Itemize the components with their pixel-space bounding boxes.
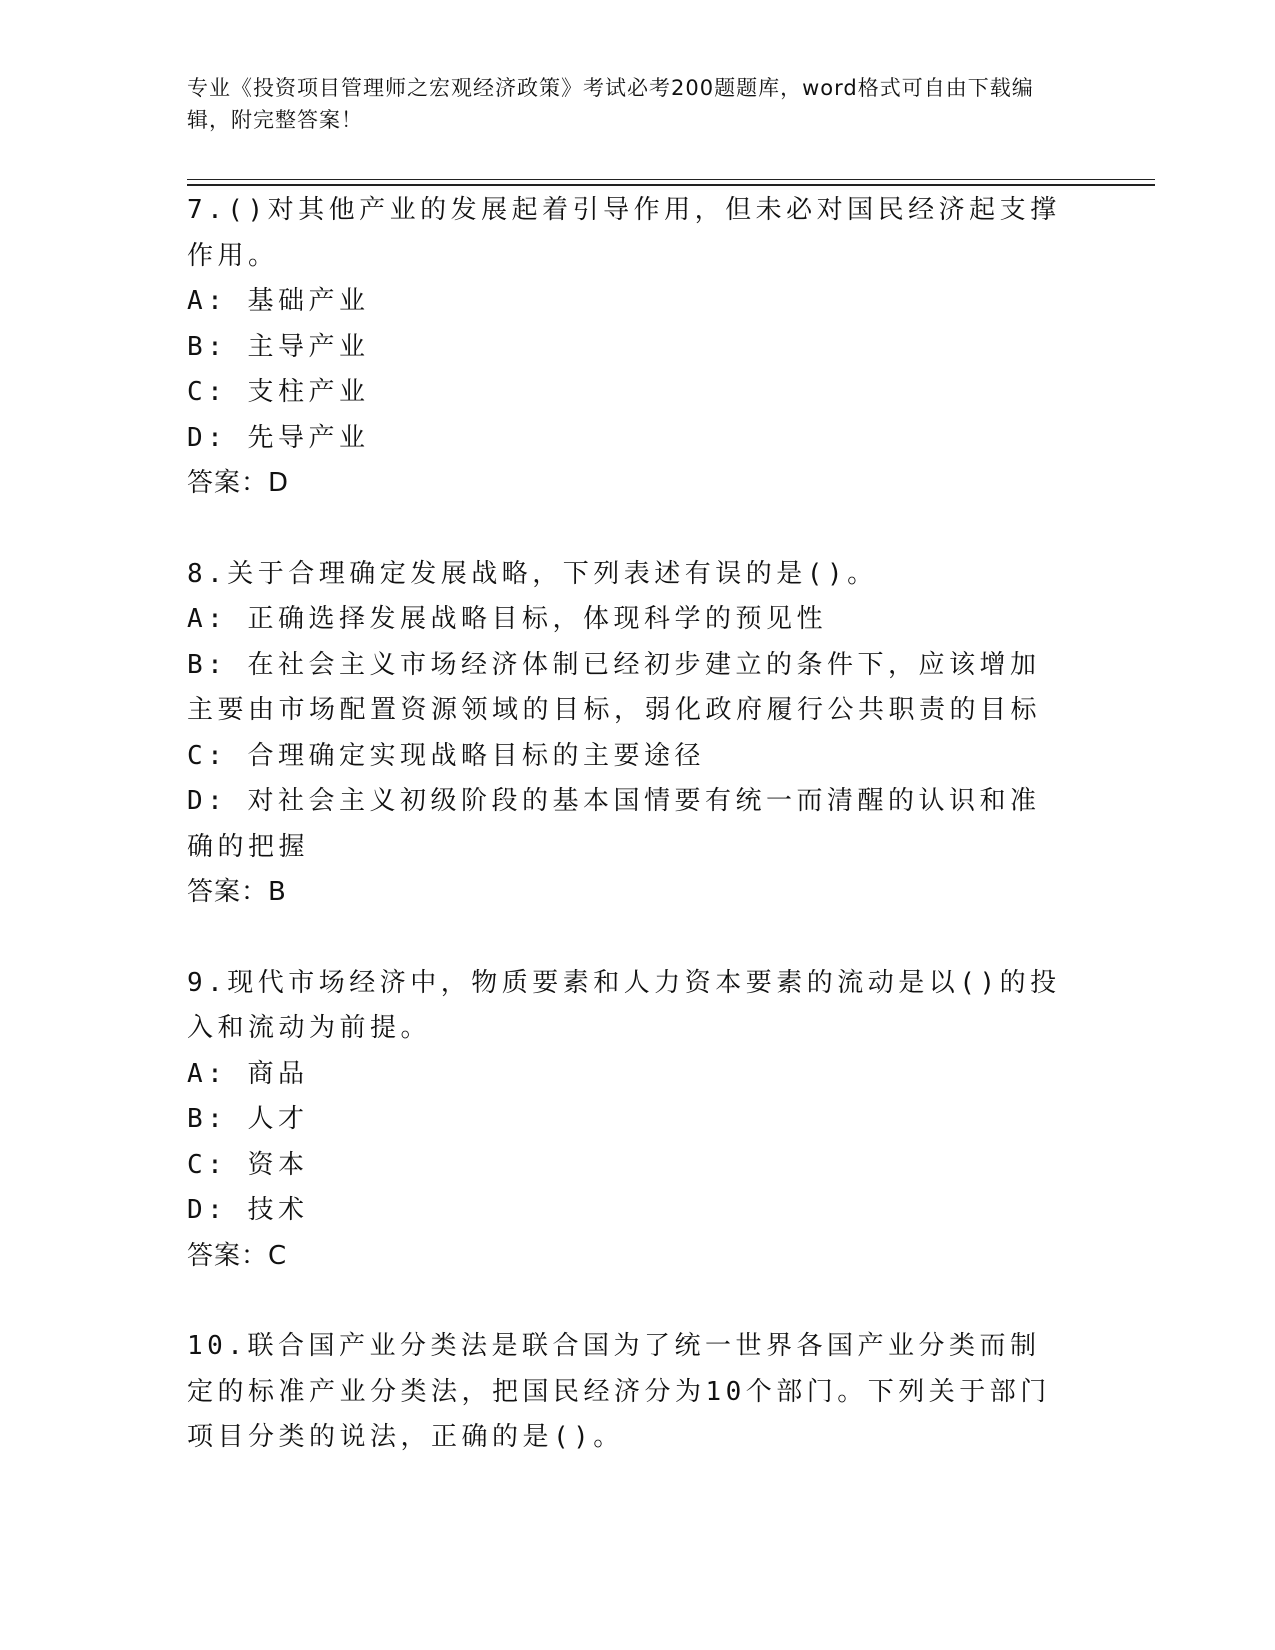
option-a: A: 商品 — [187, 1058, 309, 1089]
question-9 — [187, 961, 1067, 1280]
option-d: D: 先导产业 — [187, 422, 370, 453]
option-b: B: 人才 — [187, 1104, 309, 1134]
header-text: 专业《投资项目管理师之宏观经济政策》考试必考200题题库，word格式可自由下载编辑，附完整答案！ — [187, 76, 1034, 132]
question-10 — [187, 1324, 1067, 1461]
option-c: C: 支柱产业 — [187, 377, 370, 407]
header-divider-thin — [187, 179, 1155, 180]
question-stem: 10.联合国产业分类法是联合国为了统一世界各国产业分类而制定的标准产业分类法，把国民经济分为10个部门。下列关于部门项目分类的说法，正确的是()。 — [187, 1331, 1051, 1452]
option-c: C: 资本 — [187, 1149, 309, 1180]
answer: 答案：D — [187, 468, 290, 498]
document-header — [187, 72, 1067, 136]
question-stem: 7.()对其他产业的发展起着引导作用，但未必对国民经济起支撑作用。 — [187, 195, 1061, 271]
option-d: D: 技术 — [187, 1195, 309, 1225]
option-a: A: 正确选择发展战略目标，体现科学的预见性 — [187, 604, 827, 634]
answer: 答案：B — [187, 877, 287, 907]
answer: 答案：C — [187, 1240, 288, 1271]
question-stem: 9.现代市场经济中，物质要素和人力资本要素的流动是以()的投入和流动为前提。 — [187, 967, 1061, 1043]
option-d: D: 对社会主义初级阶段的基本国情要有统一而清醒的认识和准确的把握 — [187, 786, 1041, 862]
option-b: B: 主导产业 — [187, 331, 370, 362]
header-divider-thick — [187, 184, 1155, 186]
option-b: B: 在社会主义市场经济体制已经初步建立的条件下，应该增加主要由市场配置资源领域的目标，弱化政府履行公共职责的目标 — [187, 649, 1042, 725]
option-c: C: 合理确定实现战略目标的主要途径 — [187, 740, 705, 771]
question-7 — [187, 188, 1067, 507]
question-stem: 8.关于合理确定发展战略，下列表述有误的是()。 — [187, 558, 878, 589]
option-a: A: 基础产业 — [187, 286, 370, 316]
question-list — [187, 188, 1067, 1461]
question-8 — [187, 552, 1067, 916]
